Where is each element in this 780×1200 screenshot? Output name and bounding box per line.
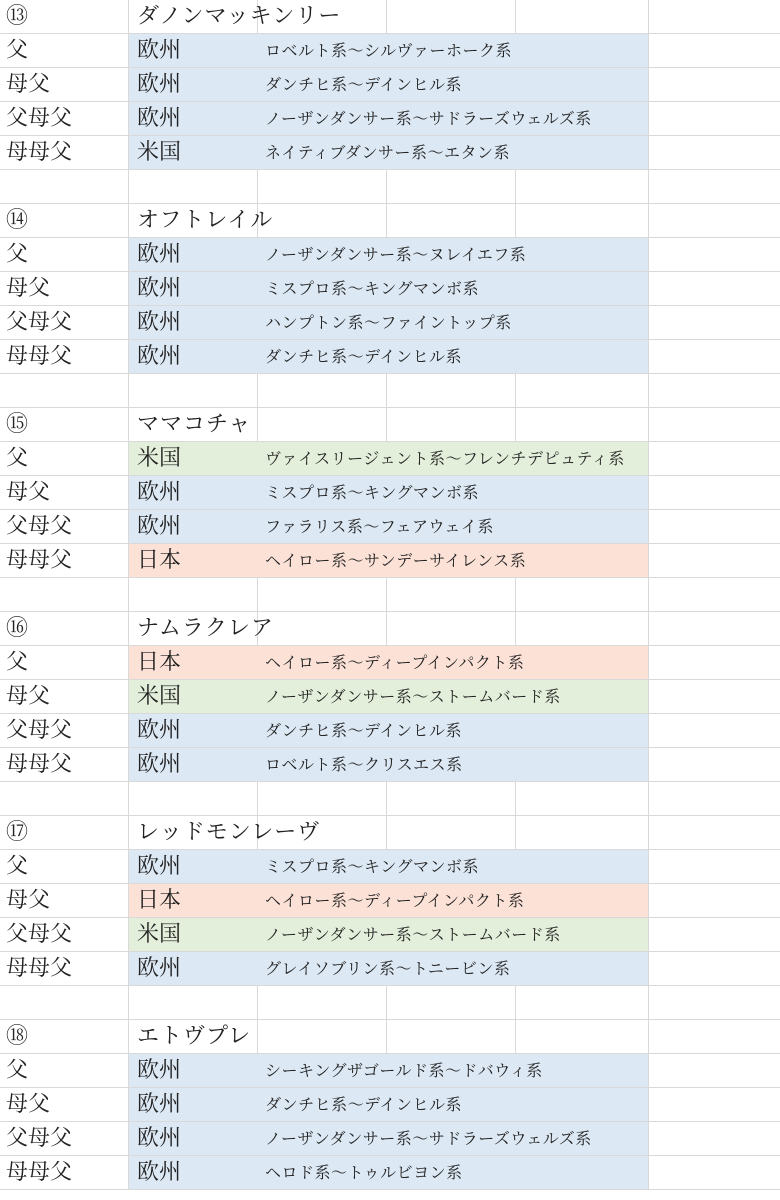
pedigree-row	[0, 272, 780, 306]
grid-line	[128, 850, 129, 884]
grid-line	[648, 816, 649, 850]
grid-line	[648, 442, 649, 476]
pedigree-row	[0, 476, 780, 510]
region-label: 欧州	[137, 480, 182, 505]
spacer-row	[0, 782, 780, 816]
grid-line	[128, 1054, 129, 1088]
grid-line	[128, 136, 129, 170]
pedigree-row	[0, 34, 780, 68]
relation-label: 父母父	[6, 514, 73, 539]
grid-line	[128, 1122, 129, 1156]
grid-line	[128, 1156, 129, 1190]
region-label: 日本	[137, 650, 182, 675]
pedigree-row	[0, 714, 780, 748]
relation-label: 母父	[6, 888, 51, 913]
relation-label: 父母父	[6, 922, 73, 947]
grid-line	[515, 816, 516, 850]
pedigree-row	[0, 68, 780, 102]
region-label: 日本	[137, 888, 182, 913]
horse-number: ⑯	[6, 616, 29, 641]
pedigree-row	[0, 918, 780, 952]
sire-line-text: ファラリス系～フェアウェイ系	[265, 517, 494, 536]
grid-line	[648, 918, 649, 952]
grid-line	[128, 816, 129, 850]
grid-line	[648, 612, 649, 646]
horse-name: ナムラクレア	[137, 616, 274, 641]
horse-name: レッドモンレーヴ	[137, 820, 321, 845]
relation-label: 父母父	[6, 1126, 73, 1151]
grid-line	[648, 544, 649, 578]
grid-line	[648, 0, 649, 34]
grid-line	[648, 850, 649, 884]
pedigree-row	[0, 238, 780, 272]
sire-line-text: ヴァイスリージェント系～フレンチデピュティ系	[265, 449, 625, 468]
relation-label: 母父	[6, 276, 51, 301]
grid-line	[648, 204, 649, 238]
sire-line-text: ノーザンダンサー系～ストームバード系	[265, 925, 561, 944]
horse-number: ⑬	[6, 4, 29, 29]
grid-line	[648, 68, 649, 102]
spacer-row	[0, 578, 780, 612]
horse-header-row	[0, 816, 780, 850]
grid-line	[257, 578, 258, 612]
grid-line	[128, 306, 129, 340]
pedigree-row	[0, 544, 780, 578]
region-label: 欧州	[137, 956, 182, 981]
relation-label: 父母父	[6, 106, 73, 131]
grid-line	[515, 578, 516, 612]
relation-label: 父	[6, 1058, 29, 1083]
relation-label: 父母父	[6, 310, 73, 335]
grid-line	[128, 1020, 129, 1054]
grid-line	[648, 1054, 649, 1088]
grid-line	[128, 34, 129, 68]
grid-line	[515, 612, 516, 646]
grid-line	[648, 952, 649, 986]
sire-line-text: ハンプトン系～ファイントップ系	[265, 313, 512, 332]
grid-line	[515, 408, 516, 442]
sire-line-text: ヘイロー系～サンデーサイレンス系	[265, 551, 527, 570]
region-label: 欧州	[137, 854, 182, 879]
relation-label: 母父	[6, 1092, 51, 1117]
pedigree-row	[0, 510, 780, 544]
grid-line	[386, 1020, 387, 1054]
grid-line	[257, 986, 258, 1020]
grid-line	[648, 1020, 649, 1054]
grid-line	[128, 0, 129, 34]
horse-header-row	[0, 1020, 780, 1054]
relation-label: 父	[6, 242, 29, 267]
pedigree-row	[0, 646, 780, 680]
sire-line-text: ヘロド系～トゥルビヨン系	[265, 1163, 463, 1182]
horse-number: ⑰	[6, 820, 29, 845]
grid-line	[648, 374, 649, 408]
relation-label: 母母父	[6, 1160, 73, 1185]
region-label: 欧州	[137, 514, 182, 539]
grid-line	[386, 986, 387, 1020]
horse-header-row	[0, 612, 780, 646]
horse-header-row	[0, 408, 780, 442]
region-label: 日本	[137, 548, 182, 573]
sire-line-text: ヘイロー系～ディープインパクト系	[265, 653, 525, 672]
region-label: 米国	[137, 446, 182, 471]
grid-line	[128, 1088, 129, 1122]
grid-line	[648, 102, 649, 136]
region-label: 欧州	[137, 1126, 182, 1151]
grid-line	[128, 68, 129, 102]
region-label: 欧州	[137, 242, 182, 267]
grid-line	[386, 612, 387, 646]
grid-line	[515, 170, 516, 204]
region-label: 米国	[137, 922, 182, 947]
grid-line	[648, 306, 649, 340]
grid-line	[386, 578, 387, 612]
grid-line	[648, 34, 649, 68]
grid-line	[128, 578, 129, 612]
sire-line-text: グレイソブリン系～トニービン系	[265, 959, 511, 978]
region-label: 欧州	[137, 718, 182, 743]
grid-line	[648, 476, 649, 510]
sire-line-text: ノーザンダンサー系～ストームバード系	[265, 687, 561, 706]
grid-line	[128, 408, 129, 442]
relation-label: 母母父	[6, 956, 73, 981]
grid-line	[128, 374, 129, 408]
pedigree-row	[0, 680, 780, 714]
grid-line	[515, 0, 516, 34]
region-label: 欧州	[137, 38, 182, 63]
grid-line	[257, 170, 258, 204]
sire-line-text: ネイティブダンサー系～エタン系	[265, 143, 510, 162]
relation-label: 父	[6, 446, 29, 471]
pedigree-row	[0, 850, 780, 884]
grid-line	[648, 986, 649, 1020]
grid-line	[128, 442, 129, 476]
region-label: 欧州	[137, 1160, 182, 1185]
pedigree-row	[0, 1088, 780, 1122]
sire-line-text: ヘイロー系～ディープインパクト系	[265, 891, 525, 910]
sire-line-text: ミスプロ系～キングマンボ系	[265, 279, 480, 298]
grid-line	[128, 204, 129, 238]
grid-line	[257, 374, 258, 408]
horse-name: ママコチャ	[137, 412, 252, 437]
grid-line	[648, 272, 649, 306]
pedigree-row	[0, 884, 780, 918]
horse-name: ダノンマッキンリー	[137, 4, 342, 29]
relation-label: 母父	[6, 72, 51, 97]
grid-line	[648, 680, 649, 714]
region-label: 欧州	[137, 106, 182, 131]
region-label: 欧州	[137, 72, 182, 97]
grid-line	[386, 816, 387, 850]
grid-line	[128, 170, 129, 204]
grid-line	[515, 374, 516, 408]
region-label: 欧州	[137, 310, 182, 335]
spacer-row	[0, 170, 780, 204]
region-label: 欧州	[137, 344, 182, 369]
horse-number: ⑮	[6, 412, 29, 437]
relation-label: 母母父	[6, 548, 73, 573]
pedigree-row	[0, 748, 780, 782]
horse-name: エトヴプレ	[137, 1024, 252, 1049]
grid-line	[648, 1122, 649, 1156]
pedigree-row	[0, 1054, 780, 1088]
sire-line-text: ミスプロ系～キングマンボ系	[265, 483, 480, 502]
grid-line	[386, 0, 387, 34]
grid-line	[128, 340, 129, 374]
grid-line	[386, 782, 387, 816]
grid-line	[648, 238, 649, 272]
relation-label: 母父	[6, 480, 51, 505]
sire-line-text: ノーザンダンサー系～ヌレイエフ系	[265, 245, 527, 264]
grid-line	[128, 884, 129, 918]
relation-label: 父	[6, 854, 29, 879]
grid-line	[128, 748, 129, 782]
grid-line	[128, 476, 129, 510]
grid-line	[515, 204, 516, 238]
grid-line	[648, 748, 649, 782]
region-label: 欧州	[137, 1058, 182, 1083]
relation-label: 父	[6, 650, 29, 675]
region-label: 米国	[137, 684, 182, 709]
pedigree-row	[0, 136, 780, 170]
grid-line	[128, 272, 129, 306]
sire-line-text: ノーザンダンサー系～サドラーズウェルズ系	[265, 1129, 592, 1148]
grid-line	[128, 544, 129, 578]
grid-line	[648, 1088, 649, 1122]
relation-label: 父母父	[6, 718, 73, 743]
region-label: 米国	[137, 140, 182, 165]
region-label: 欧州	[137, 752, 182, 777]
grid-line	[128, 782, 129, 816]
grid-line	[386, 170, 387, 204]
grid-line	[648, 782, 649, 816]
grid-line	[648, 714, 649, 748]
sire-line-text: ロベルト系～クリスエス系	[265, 755, 463, 774]
relation-label: 母父	[6, 684, 51, 709]
horse-number: ⑭	[6, 208, 29, 233]
grid-line	[128, 612, 129, 646]
grid-line	[386, 204, 387, 238]
grid-line	[128, 680, 129, 714]
grid-line	[128, 238, 129, 272]
grid-line	[648, 510, 649, 544]
grid-line	[128, 646, 129, 680]
pedigree-row	[0, 102, 780, 136]
sire-line-text: ダンチヒ系～デインヒル系	[265, 347, 463, 366]
grid-line	[257, 782, 258, 816]
horse-number: ⑱	[6, 1024, 29, 1049]
relation-label: 父	[6, 38, 29, 63]
grid-line	[648, 884, 649, 918]
spacer-row	[0, 374, 780, 408]
grid-line	[648, 408, 649, 442]
grid-line	[515, 1020, 516, 1054]
grid-line	[648, 340, 649, 374]
grid-line	[648, 1156, 649, 1190]
grid-line	[128, 714, 129, 748]
relation-label: 母母父	[6, 752, 73, 777]
grid-line	[386, 408, 387, 442]
grid-line	[128, 986, 129, 1020]
sire-line-text: ダンチヒ系～デインヒル系	[265, 1095, 463, 1114]
relation-label: 母母父	[6, 140, 73, 165]
grid-line	[515, 782, 516, 816]
sire-line-text: ダンチヒ系～デインヒル系	[265, 75, 463, 94]
pedigree-row	[0, 952, 780, 986]
sire-line-text: ロベルト系～シルヴァーホーク系	[265, 41, 512, 60]
region-label: 欧州	[137, 1092, 182, 1117]
grid-line	[128, 510, 129, 544]
pedigree-row	[0, 1156, 780, 1190]
pedigree-row	[0, 306, 780, 340]
grid-line	[648, 578, 649, 612]
grid-line	[515, 986, 516, 1020]
sire-line-text: ダンチヒ系～デインヒル系	[265, 721, 463, 740]
grid-line	[257, 408, 258, 442]
sire-line-text: ノーザンダンサー系～サドラーズウェルズ系	[265, 109, 592, 128]
grid-line	[128, 918, 129, 952]
sire-line-text: シーキングザゴールド系～ドバウィ系	[265, 1061, 543, 1080]
pedigree-row	[0, 1122, 780, 1156]
region-label: 欧州	[137, 276, 182, 301]
grid-line	[648, 646, 649, 680]
horse-name: オフトレイル	[137, 208, 274, 233]
horse-header-row	[0, 204, 780, 238]
spacer-row	[0, 986, 780, 1020]
pedigree-row	[0, 442, 780, 476]
grid-line	[257, 1020, 258, 1054]
grid-line	[128, 952, 129, 986]
grid-line	[648, 136, 649, 170]
horse-header-row	[0, 0, 780, 34]
pedigree-row	[0, 340, 780, 374]
relation-label: 母母父	[6, 344, 73, 369]
grid-line	[128, 102, 129, 136]
grid-line	[648, 170, 649, 204]
sire-line-text: ミスプロ系～キングマンボ系	[265, 857, 480, 876]
grid-line	[386, 374, 387, 408]
